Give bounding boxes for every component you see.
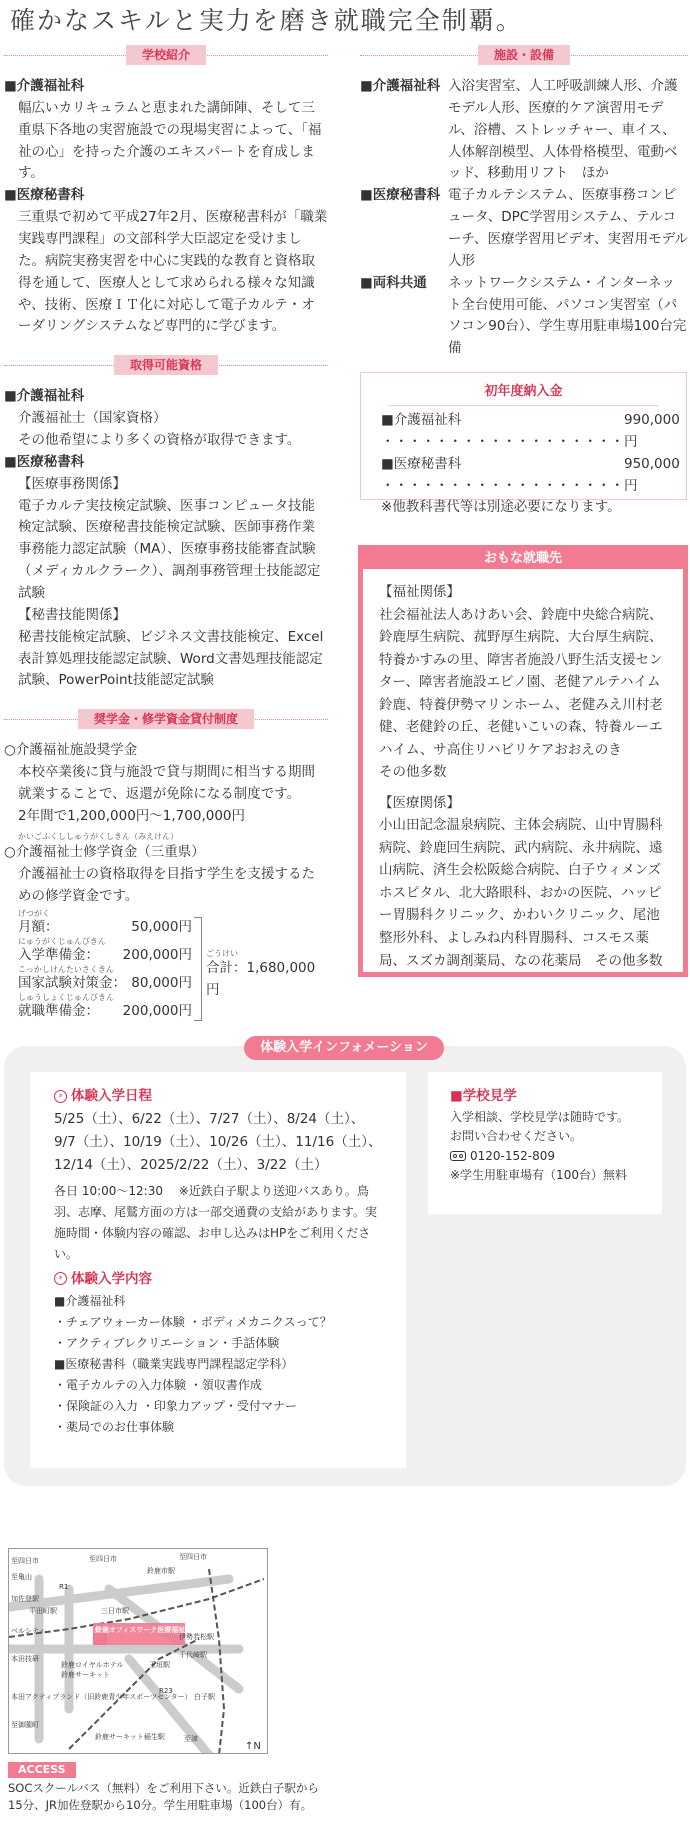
- scholarship-header: [4, 712, 328, 726]
- scholarship-item2-ruby: かいごふくししゅうがくしきん（みえけん）: [18, 831, 178, 841]
- facility-text: 入浴実習室、人工呼吸訓練人形、介護モデル人形、医療的ケア演習用モデル、浴槽、ストレッチャー、車イス、人体解剖模型、人体骨格模型、電動ベッド、移動用リフト ほか: [448, 78, 678, 182]
- facility-key: ■介護福祉科: [360, 78, 441, 94]
- qual-sub1: 【医療事務関係】: [18, 475, 126, 492]
- employers-welfare-more: その他多数: [379, 764, 447, 781]
- fee-value: 990,000円: [624, 412, 680, 450]
- map-graphic: [9, 1549, 268, 1754]
- facility-text: ネットワークシステム・インターネット全台使用可能、パソコン実習室（パソコン90台）、学生専用駐車場100台完備: [448, 274, 687, 357]
- qualifications-header: [4, 358, 328, 372]
- scholarship-item2-text: 介護福祉士の資格取得を目指す学生を支援するための修学資金です。: [18, 865, 315, 904]
- schedule-time: 各日 10:00～12:30 ※近鉄白子駅より送迎バスあり。鳥羽、志摩、尾鷲方面の方は一部交通費の支給があります。実施時間・体験内容の確認、お申し込みはHPをご利用ください。: [54, 1183, 378, 1261]
- free-dial-icon: [450, 1151, 466, 1161]
- map-label: 至四日市: [179, 1553, 207, 1561]
- qual-welfare-head: ■介護福祉科: [4, 388, 85, 405]
- content-item: ・薬局でのお仕事体験: [54, 1419, 175, 1434]
- fee-row: [381, 410, 680, 454]
- facility-key: ■医療秘書科: [360, 187, 441, 204]
- qualifications-title: 取得可能資格: [114, 355, 218, 375]
- intro-welfare-head: ■介護福祉科: [4, 78, 85, 94]
- content-item: ■介護福祉科: [54, 1293, 126, 1308]
- fee-label: ■介護福祉科 ・・・・・・・・・・・・・・・・・・: [381, 412, 624, 450]
- map-label: 本田技研: [11, 1655, 39, 1663]
- employers-welfare-head: 【福祉関係】: [379, 584, 460, 600]
- facility-row: [360, 185, 688, 272]
- scholarship-item1-amount: 2年間で1,200,000円～1,700,000円: [18, 807, 246, 824]
- scholarship-total: 合計：1,680,000円: [206, 960, 316, 999]
- employers-medical-text: 小山田記念温泉病院、主体会病院、山中胃腸科病院、鈴鹿回生病院、武内病院、永井病院、遠山病院、済生会松阪総合病院、白子ウィメンズホスピタル、北大路眼科、おかの医院、ハッピー胃腸科クリニック、かわいクリニック、尾池整形外科、よしみね内科胃腸科、コスモス薬局、スズカ調剤薬局、なの花薬局 その他多数: [379, 817, 663, 969]
- fees-title: 初年度納入金: [389, 381, 658, 406]
- facility-row: [360, 76, 688, 185]
- schedule-dates: 5/25（土）、6/22（土）、7/27（土）、8/24（土）、9/7（土）、10/19（土）、10/26（土）、11/16（土）、12/14（土）、2025/2/22（土）、3/22（土）: [54, 1110, 382, 1173]
- map-label: 千代崎駅: [179, 1651, 207, 1659]
- scholarship-item1-head: ○介護福祉施設奨学金: [4, 742, 138, 759]
- employers-medical-head: 【医療関係】: [379, 794, 460, 811]
- scholarship-item1-text: 本校卒業後に貸与施設で貸与期間に相当する期間就業することで、返還が免除になる制度です。: [18, 764, 315, 803]
- content-head: [54, 1269, 382, 1291]
- map-label: 鈴鹿サーキット稲生駅: [95, 1733, 165, 1741]
- facility-key: ■両科共通: [360, 274, 427, 291]
- intro-medical-head: ■医療秘書科: [4, 187, 85, 204]
- parking-note: ※学生用駐車場有（100台）無料: [450, 1168, 627, 1183]
- total-bracket: [194, 917, 202, 1021]
- line-ruby: にゅうがくじゅんびきん: [18, 937, 106, 947]
- qual-welfare-l2: その他希望により多くの資格が取得できます。: [18, 432, 301, 449]
- arrow-icon: ›: [54, 1272, 67, 1285]
- total-ruby: ごうけい: [206, 949, 238, 959]
- school-intro-title: 学校紹介: [126, 45, 206, 65]
- line-ruby: げつがく: [18, 909, 50, 919]
- map-label: R1: [59, 1583, 69, 1591]
- visit-text: 入学相談、学校見学は随時です。お問い合わせください。: [450, 1109, 630, 1144]
- map-label: 加佐登駅: [11, 1595, 39, 1603]
- qual-sub2: 【秘書技能関係】: [18, 606, 126, 623]
- schedule-head: [54, 1086, 382, 1108]
- fee-label: ■医療秘書科 ・・・・・・・・・・・・・・・・・・: [381, 455, 624, 494]
- north-icon: ↑N: [245, 1741, 261, 1752]
- school-intro-header: [4, 48, 328, 62]
- line-ruby: こっかしけんたいさくきん: [18, 965, 114, 975]
- scholarship-line: [18, 937, 192, 965]
- scholarship-line: [18, 993, 192, 1021]
- map-label: 至御薗町: [11, 1721, 39, 1729]
- phone-number[interactable]: 0120-152-809: [470, 1148, 556, 1163]
- qual-medical-head: ■医療秘書科: [4, 453, 85, 470]
- fees-note: ※他教科書代等は別途必要になります。: [381, 499, 621, 516]
- map-label: R23: [159, 1687, 173, 1695]
- line-label: 入学準備金：: [18, 947, 99, 964]
- access-map: [8, 1548, 268, 1754]
- content-item: ・電子カルテの入力体験 ・領収書作成: [54, 1377, 262, 1392]
- map-label: 鈴鹿サーキット: [61, 1671, 110, 1679]
- phone-row: [450, 1147, 640, 1166]
- map-label: 玉垣駅: [149, 1661, 170, 1669]
- access-line: 15分、JR加佐登駅から10分。学生用駐車場（100台）有。: [8, 1798, 313, 1813]
- qual-welfare-l1: 介護福祉士（国家資格）: [18, 410, 167, 427]
- access-line: SOCスクールバス（無料）をご利用下さい。近鉄白子駅から: [8, 1781, 319, 1795]
- facilities-header: [360, 48, 688, 62]
- line-value: 50,000円: [131, 919, 192, 936]
- map-label: 白子駅: [194, 1693, 215, 1701]
- map-label: 至津: [184, 1735, 198, 1743]
- school-map-label: 鈴鹿オフィスワーク医療福祉専門学校: [95, 1626, 214, 1634]
- map-label: 至四日市: [89, 1555, 117, 1563]
- facilities-section: [360, 48, 688, 360]
- scholarship-lines: [4, 909, 328, 1021]
- fees-box: [360, 372, 687, 516]
- line-value: 80,000円: [131, 975, 192, 992]
- content-list: [54, 1291, 382, 1438]
- info-right-panel: [428, 1072, 662, 1214]
- visit-head: ■学校見学: [450, 1088, 517, 1104]
- map-label: 至亀山: [11, 1573, 32, 1581]
- scholarship-line: [18, 965, 192, 993]
- map-label: ベルシティ: [11, 1627, 46, 1635]
- content-item: ・アクティブレクリエーション・手話体験: [54, 1335, 280, 1350]
- map-label: 鈴鹿市駅: [147, 1567, 175, 1575]
- scholarship-title: 奨学金・修学資金貸付制度: [78, 709, 254, 729]
- schedule-head-label: 体験入学日程: [71, 1088, 152, 1104]
- map-label: 至四日市: [11, 1557, 39, 1565]
- line-label: 就職準備金：: [18, 1003, 99, 1020]
- content-item: ・保険証の入力 ・印象力アップ・受付マナー: [54, 1398, 297, 1413]
- employers-title: おもな就職先: [362, 549, 684, 569]
- map-label: 伊勢若松駅: [179, 1633, 214, 1641]
- line-value: 200,000円: [122, 947, 192, 964]
- intro-welfare-text: 幅広いカリキュラムと恵まれた講師陣、そして三重県下各地の実習施設での現場実習によって、「福祉の心」を持った介護のエキスパートを育成します。: [18, 99, 322, 182]
- line-label: 国家試験対策金：: [18, 975, 126, 992]
- info-left-panel: [30, 1072, 406, 1468]
- line-ruby: しゅうしょくじゅんびきん: [18, 993, 114, 1003]
- map-label: 鈴鹿ロイヤルホテル: [61, 1661, 124, 1669]
- content-item: ■医療秘書科（職業実践専門課程認定学科）: [54, 1356, 294, 1371]
- content-item: ・チェアウォーカー体験 ・ボディメカニクスって？: [54, 1314, 332, 1329]
- facilities-title: 施設・設備: [478, 45, 570, 65]
- map-label: 三日市駅: [101, 1607, 129, 1615]
- qual-sub1-text: 電子カルテ実技検定試験、医事コンピュータ技能検定試験、医療秘書技能検定試験、医師事務作業事務能力認定試験（MA）、医療事務技能審査試験（メディカルクラーク）、調剤事務管理士技能認定試験: [18, 497, 321, 602]
- qual-sub2-text: 秘書技能検定試験、ビジネス文書技能検定、Excel表計算処理技能認定試験、Word文書処理技能認定試験、PowerPoint技能認定試験: [18, 628, 324, 689]
- intro-medical-text: 三重県で初めて平成27年2月、医療秘書科が「職業実践専門課程」の文部科学大臣認定を受けました。病院実務実習を中心に実践的な教育と資格取得を通して、医療人として求められる様々な知識や、技術、医療ＩＴ化に対応して電子カルテ・オーダリングシステムなど専門的に学びます。: [18, 209, 328, 335]
- headline: 確かなスキルと実力を磨き就職完全制覇。: [10, 6, 523, 35]
- scholarship-total-block: [206, 949, 328, 1002]
- employers-welfare-text: 社会福祉法人あけあい会、鈴鹿中央総合病院、鈴鹿厚生病院、菰野厚生病院、大台厚生病院、特養かすみの里、障害者施設八野生活支援センター、障害者施設エビノ園、老健アルテハイム鈴鹿、特養伊勢マリンホーム、老健みえ川村老健、老健鈴の丘、老健いこいの森、特養ルーエハイム、サ高住リハビリケアおおえのき: [379, 606, 663, 758]
- fee-row: [381, 454, 680, 498]
- facility-row: [360, 273, 688, 360]
- arrow-icon: ›: [54, 1090, 67, 1103]
- line-label: 月額：: [18, 919, 59, 936]
- fee-value: 950,000円: [624, 455, 680, 494]
- map-label: 本田アクティブランド（旧鈴鹿青少年スポーツセンター）: [11, 1693, 192, 1701]
- content-head-label: 体験入学内容: [71, 1270, 152, 1287]
- line-value: 200,000円: [122, 1003, 192, 1020]
- scholarship-line: [18, 909, 192, 937]
- access-text: [8, 1780, 319, 1815]
- map-label: 平田町駅: [29, 1607, 57, 1615]
- info-title: 体験入学インフォメーション: [244, 1036, 444, 1060]
- scholarship-item2-head: ○介護福祉士修学資金（三重県）: [4, 843, 205, 860]
- facility-text: 電子カルテシステム、医療事務コンピュータ、DPC学習用システム、テルコーチ、医療学習用ビデオ、実習用モデル人形: [448, 187, 688, 269]
- left-column: [4, 48, 328, 1021]
- access-label: ACCESS: [8, 1762, 76, 1778]
- employers-box: [358, 545, 688, 977]
